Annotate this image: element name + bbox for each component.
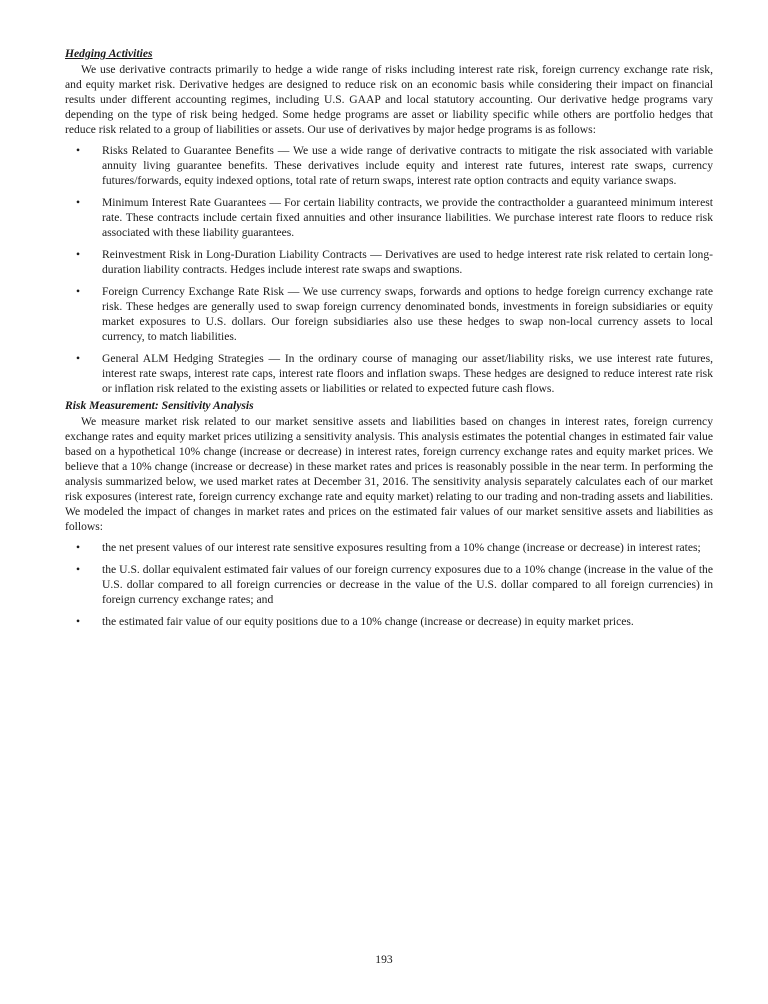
list-item: • the U.S. dollar equivalent estimated fair values of our foreign currency exposures due to a 10% change (increase in the value of the U.S. dollar compared to all foreign currencies or decrease in the value of the U.S. dollar compared to all foreign currencies) in foreign currency exchange rates; and — [76, 563, 713, 606]
document-page — [65, 46, 713, 636]
sensitivity-methods-list — [65, 540, 713, 629]
hedge-programs-list — [65, 143, 713, 396]
bullet-icon: • — [76, 615, 81, 628]
bullet-icon: • — [76, 144, 81, 157]
list-item: • Risks Related to Guarantee Benefits — We use a wide range of derivative contracts to mitigate the risk associated with variable annuity living guarantee benefits. These derivatives include equity and interest rate futures, interest rate swaps, currency futures/forwards, equity indexed options, total rate of return swaps, interest rate option contracts and equity variance swaps. — [76, 144, 713, 187]
hedging-intro-paragraph: We use derivative contracts primarily to hedge a wide range of risks including interest rate risk, foreign currency exchange rate risk, and equity market risk. Derivative hedges are designed to reduce risk on an economic basis while considering their impact on financial results under different accounting regimes, including U.S. GAAP and local statutory accounting. Our derivative hedge programs vary depending on the type of risk being hedged. Some hedge programs are asset or liability specific while others are portfolio hedges that reduce risk related to a group of liabilities or assets. Our use of derivatives by major hedge programs is as follows: — [65, 63, 713, 136]
section-heading-hedging-activities: Hedging Activities — [65, 47, 153, 60]
list-item: • General ALM Hedging Strategies — In the ordinary course of managing our asset/liability risks, we use interest rate futures, interest rate swaps, interest rate caps, interest rate floors and inflation swaps. These hedges are designed to reduce interest rate risk or inflation risk related to the existing assets or liabilities or related to expected future cash flows. — [76, 352, 713, 395]
bullet-icon: • — [76, 352, 81, 365]
sensitivity-analysis-paragraph: We measure market risk related to our market sensitive assets and liabilities based on changes in interest rates, foreign currency exchange rates and equity market prices utilizing a sensitivity analysis. This analysis estimates the potential changes in estimated fair value based on a hypothetical 10% change (increase or decrease) in interest rates, foreign currency exchange rates and equity market prices. We believe that a 10% change (increase or decrease) in these market rates and prices is reasonably possible in the near term. In performing the analysis summarized below, we used market rates at December 31, 2016. The sensitivity analysis separately calculates each of our market risk exposures (interest rate, foreign currency exchange rate and equity market) relating to our trading and non-trading assets and liabilities. We modeled the impact of changes in market rates and prices on the estimated fair values of our market sensitive assets and liabilities as follows: — [65, 415, 713, 533]
list-item: • Foreign Currency Exchange Rate Risk — We use currency swaps, forwards and options to hedge foreign currency exchange rate risk. These hedges are generally used to swap foreign currency denominated bonds, investments in foreign subsidiaries or equity market exposures to U.S. dollars. Our foreign subsidiaries also use these hedges to swap non-local currency assets to local currency, to match liabilities. — [76, 285, 713, 343]
list-item: • Minimum Interest Rate Guarantees — For certain liability contracts, we provide the contractholder a guaranteed minimum interest rate. These contracts include certain fixed annuities and other insurance liabilities. We purchase interest rate floors to reduce risk associated with these liability guarantees. — [76, 196, 713, 239]
list-item: • Reinvestment Risk in Long-Duration Liability Contracts — Derivatives are used to hedge interest rate risk related to certain long-duration liability contracts. Hedges include interest rate swaps and swaptions. — [76, 248, 713, 276]
bullet-icon: • — [76, 541, 81, 554]
bullet-icon: • — [76, 563, 81, 576]
list-item: • the estimated fair value of our equity positions due to a 10% change (increase or decrease) in equity market prices. — [76, 615, 634, 628]
page-number: 193 — [375, 953, 393, 966]
bullet-icon: • — [76, 196, 81, 209]
list-item: • the net present values of our interest rate sensitive exposures resulting from a 10% change (increase or decrease) in interest rates; — [76, 541, 701, 554]
bullet-icon: • — [76, 285, 81, 298]
bullet-icon: • — [76, 248, 81, 261]
section-heading-risk-measurement: Risk Measurement: Sensitivity Analysis — [65, 399, 254, 412]
